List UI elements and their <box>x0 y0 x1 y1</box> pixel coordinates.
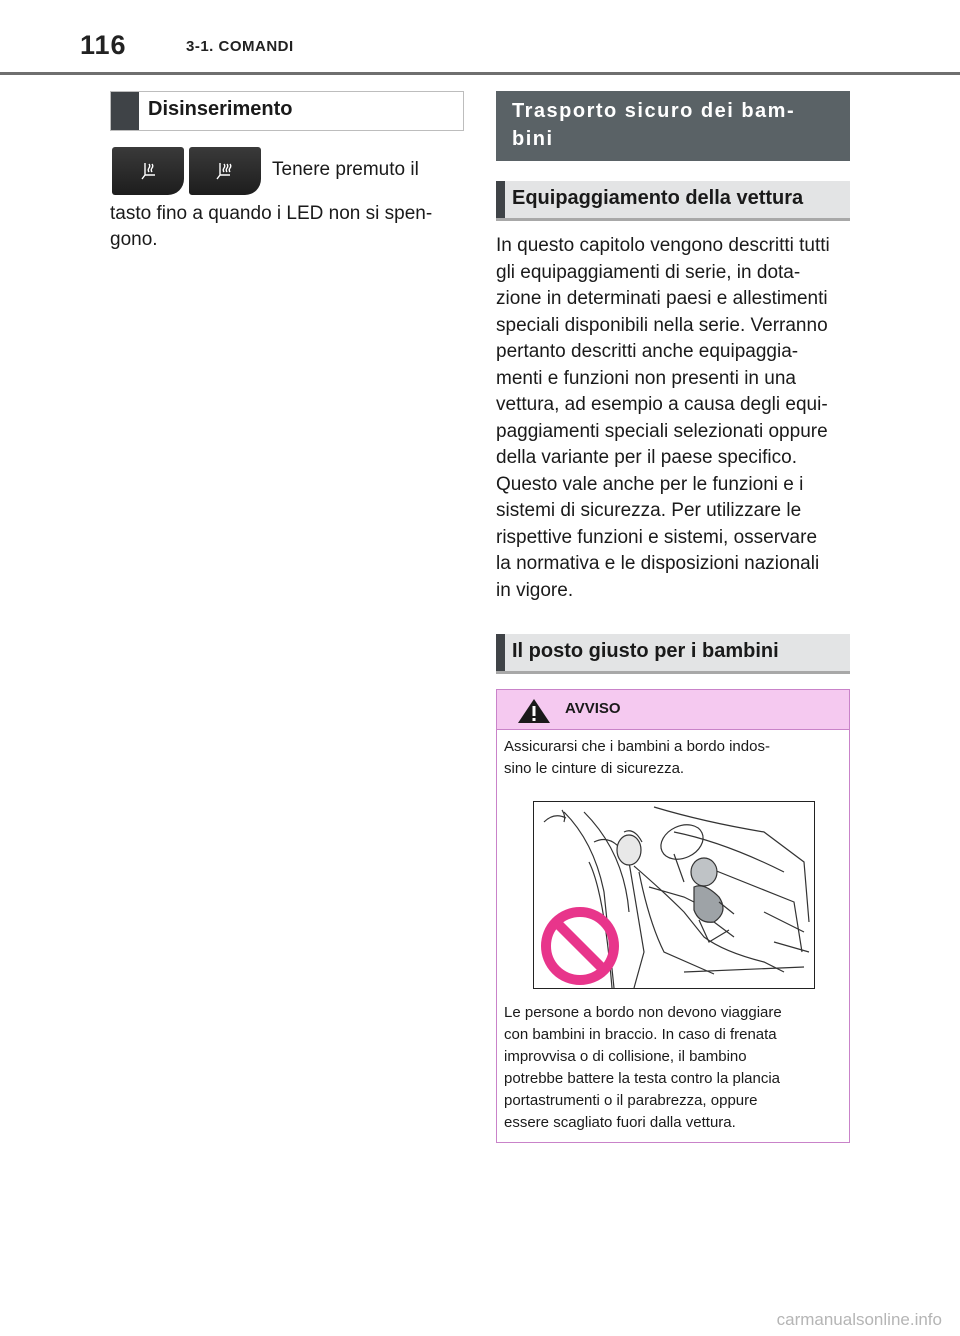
child-on-lap-illustration <box>533 801 815 989</box>
text-line: improvvisa o di collisione, il bambino <box>504 1048 747 1065</box>
heading-line: bini <box>512 128 554 150</box>
subheading-equipaggiamento <box>496 181 850 221</box>
subheading-posto-giusto <box>496 634 850 674</box>
text-line: portastrumenti o il parabrezza, oppure <box>504 1092 758 1109</box>
heading-text <box>512 97 842 153</box>
text-line: Questo vale anche per le funzioni e i <box>496 473 804 495</box>
text-line: speciali disponibili nella serie. Verranno <box>496 314 828 336</box>
text-line: In questo capitolo vengono descritti tutti <box>496 235 830 256</box>
heading-bar <box>496 634 505 671</box>
instruction-paragraph <box>110 201 460 253</box>
text-line: sino le cinture di sicurezza. <box>504 760 685 777</box>
text-line: paggiamenti speciali selezionati oppure <box>496 420 828 442</box>
warning-header <box>497 690 849 730</box>
warning-text-belts <box>504 736 844 780</box>
seat-heater-button-icon <box>189 147 261 195</box>
heading-line: Trasporto sicuro dei bam- <box>512 100 796 122</box>
heading-trasporto <box>496 91 850 161</box>
prohibited-icon <box>538 904 622 988</box>
seat-heater-button-icon <box>112 147 184 195</box>
text-line: potrebbe battere la testa contro la plancia <box>504 1070 781 1087</box>
text-line: essere scagliato fuori dalla vettura. <box>504 1114 736 1131</box>
subheading-text: Il posto giusto per i bambini <box>512 640 779 662</box>
warning-triangle-icon <box>517 698 551 724</box>
subheading-text: Equipaggiamento della vettura <box>512 187 804 209</box>
instruction-text: Tenere premuto il <box>272 159 419 180</box>
text-line: in vigore. <box>496 579 574 601</box>
text-line: menti e funzioni non presenti in una <box>496 367 796 389</box>
warning-text-lap <box>504 1002 844 1134</box>
section-label: 3-1. COMANDI <box>186 38 294 55</box>
heading-bar <box>111 92 139 130</box>
text-line: della variante per il paese specifico. <box>496 447 798 468</box>
text-line: gli equipaggiamenti di serie, in dota- <box>496 261 801 283</box>
page-number: 116 <box>80 30 127 60</box>
text-line: vettura, ad esempio a causa degli equi- <box>496 394 828 415</box>
text-line: rispettive funzioni e sistemi, osservare <box>496 526 818 548</box>
text-line: zione in determinati paesi e allestimenti <box>496 288 828 309</box>
text-line: con bambini in braccio. In caso di frenata <box>504 1026 777 1043</box>
text-line: tasto fino a quando i LED non si spen- <box>110 203 433 224</box>
text-line: sistemi di sicurezza. Per utilizzare le <box>496 500 802 521</box>
heading-disinserimento <box>110 91 464 131</box>
text-line: gono. <box>110 229 158 250</box>
text-line: pertanto descritti anche equipaggia- <box>496 341 799 362</box>
warning-title: AVVISO <box>565 700 621 717</box>
body-paragraph <box>496 233 846 604</box>
text-line: Le persone a bordo non devono viaggiare <box>504 1004 782 1021</box>
warning-box <box>496 689 850 1143</box>
text-line: la normativa e le disposizioni nazionali <box>496 553 820 574</box>
heading-text: Disinserimento <box>148 98 293 120</box>
text-line: Assicurarsi che i bambini a bordo indos- <box>504 738 770 755</box>
header-rule <box>0 72 960 75</box>
heading-bar <box>496 181 505 218</box>
watermark: carmanualsonline.info <box>776 1310 942 1329</box>
